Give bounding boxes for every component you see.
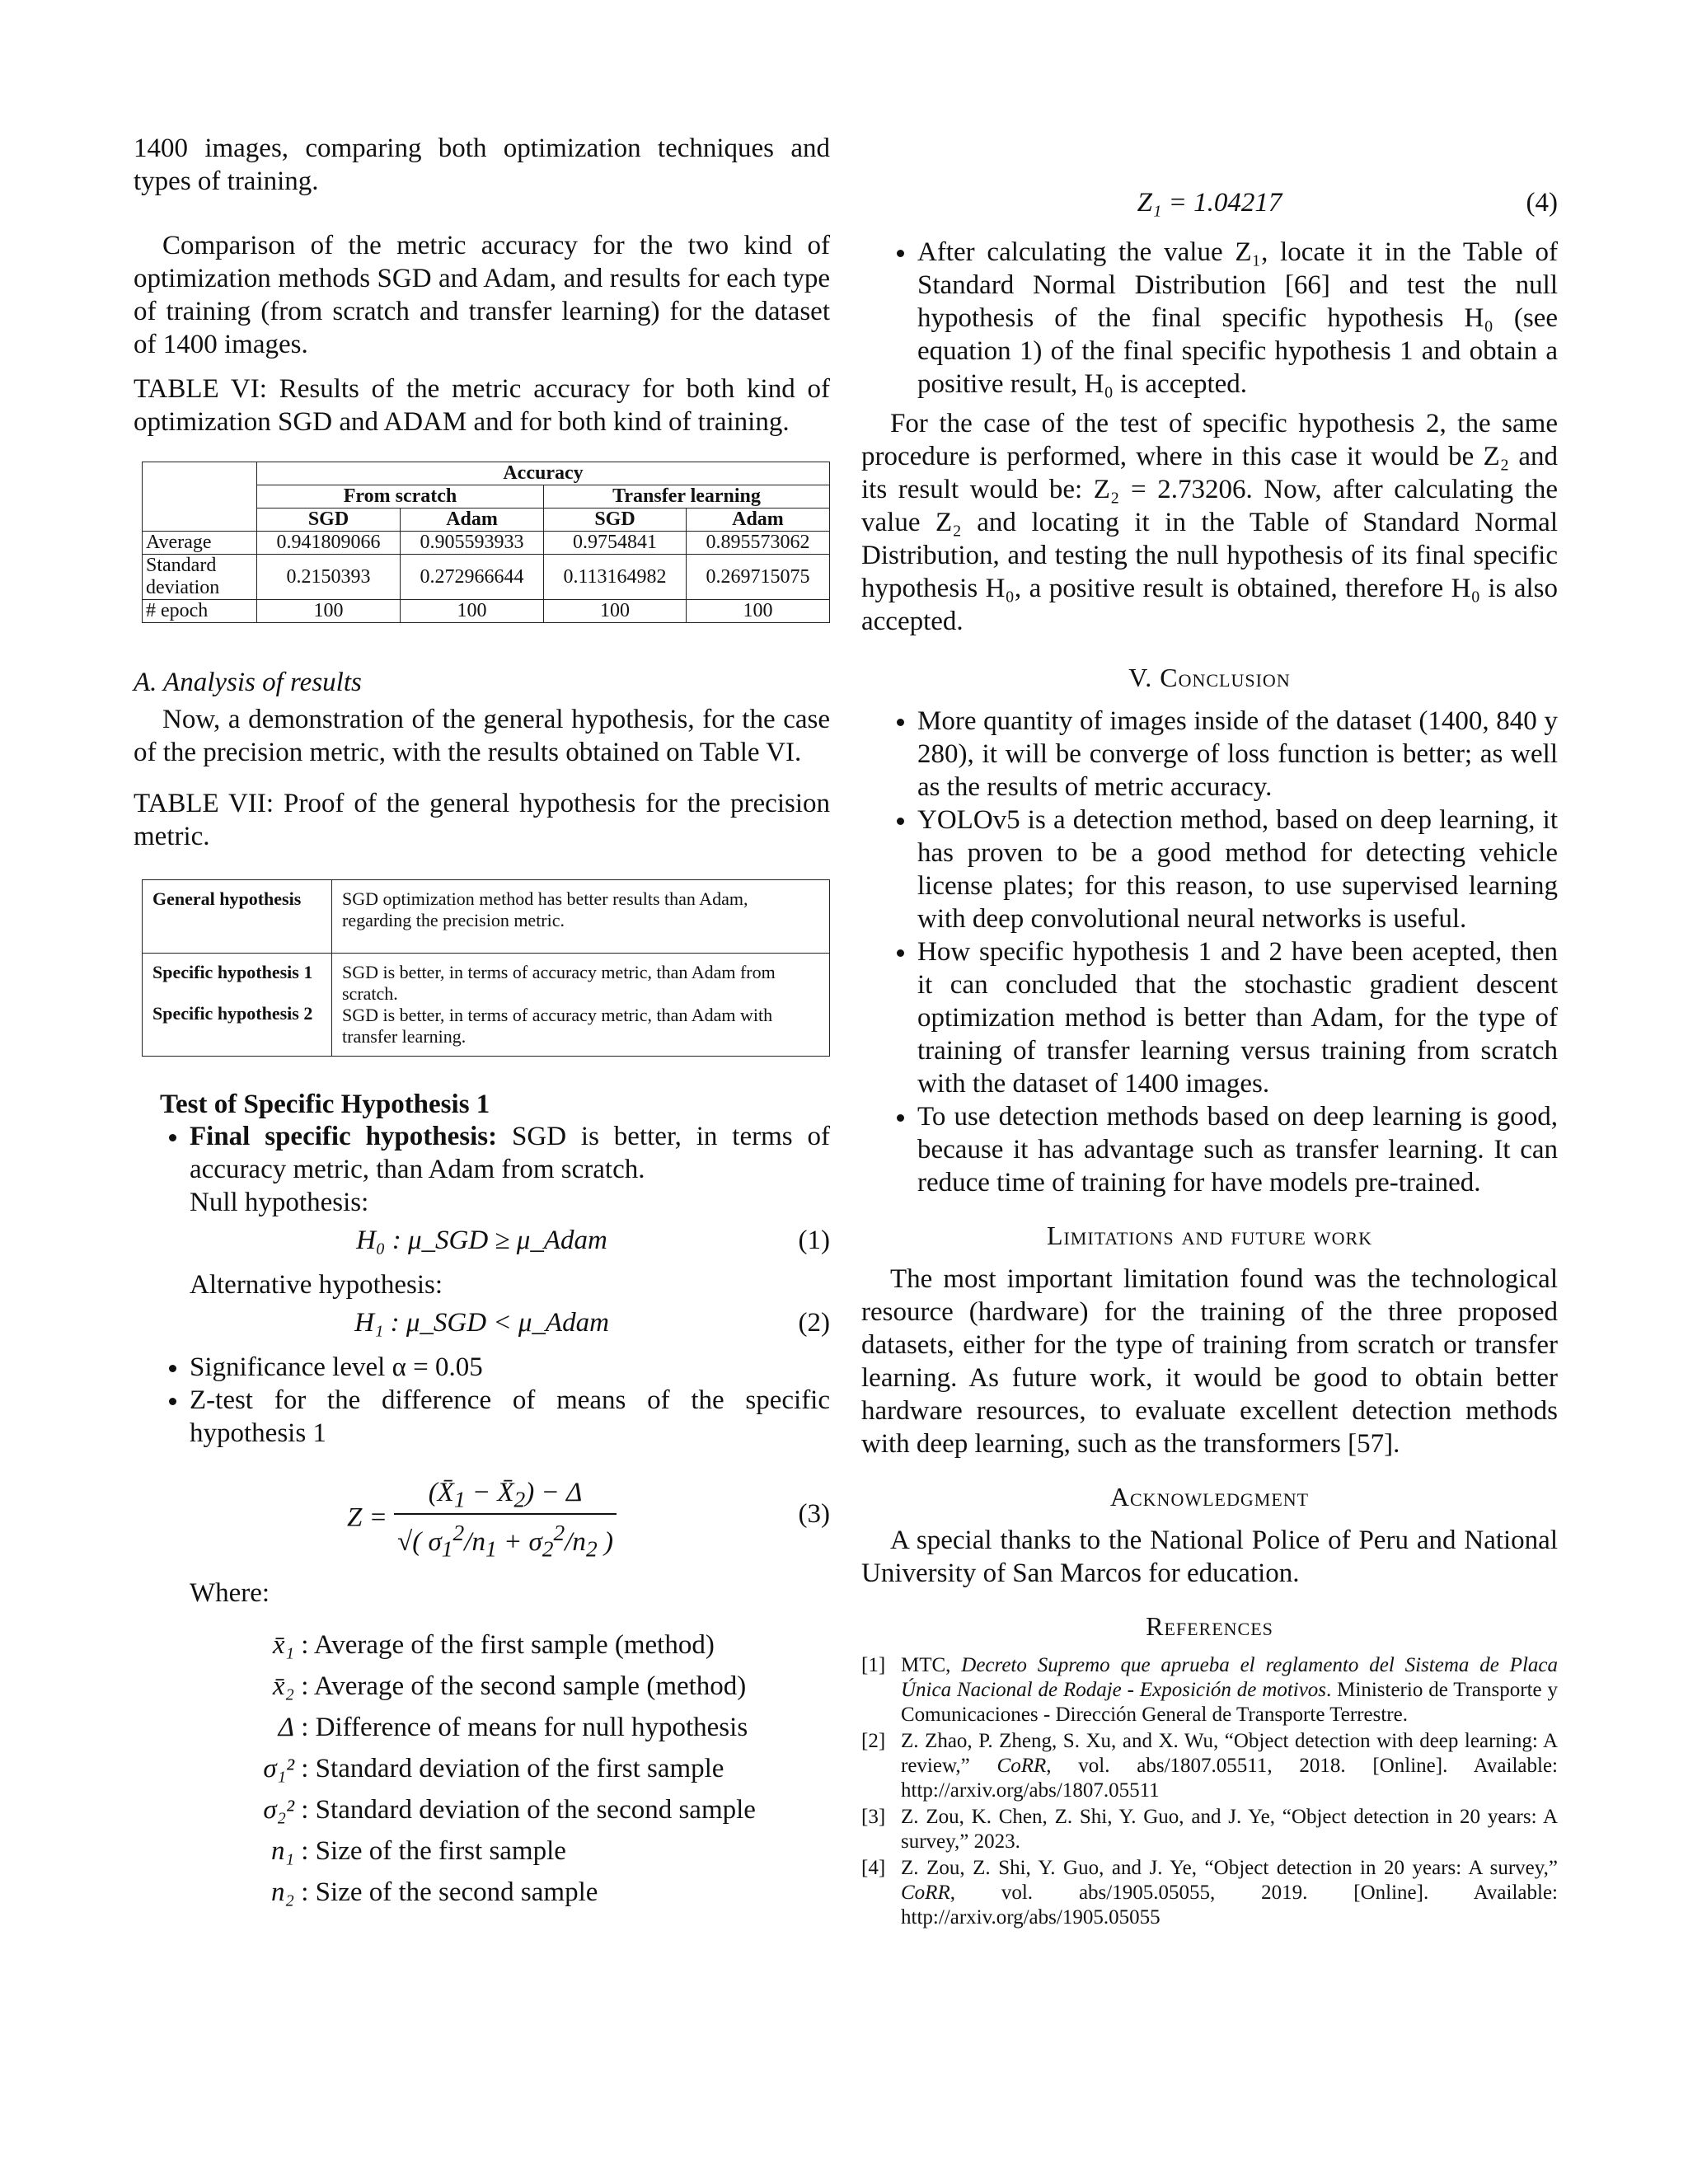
- where-desc: : Size of the first sample: [301, 1836, 566, 1866]
- reference-text: [901, 1653, 1558, 1727]
- ack-text: A special thanks to the National Police of Peru and National University of San Marcos for education.: [861, 1526, 1558, 1588]
- table6-training-header: From scratch: [257, 485, 544, 509]
- where-label: Where:: [190, 1578, 270, 1608]
- table6-optimizer-header: Adam: [686, 509, 829, 532]
- specific2-label: Specific hypothesis 2: [152, 1003, 313, 1024]
- general-hypothesis-label: General hypothesis: [143, 880, 332, 954]
- analysis-title: A. Analysis of results: [134, 668, 362, 697]
- specific2-text: SGD is better, in terms of accuracy metric, than Adam with transfer learning.: [342, 1005, 773, 1047]
- table6-cell: 100: [544, 600, 687, 623]
- general-hypothesis-text: SGD optimization method has better results than Adam, regarding the precision metric.: [332, 880, 830, 954]
- where-row: [249, 1748, 830, 1789]
- reference-part: Z. Zou, K. Chen, Z. Shi, Y. Guo, and J. Ye, “Object detection in 20 years: A survey,” 2023.: [901, 1806, 1558, 1853]
- specific1-label: Specific hypothesis 1: [152, 962, 313, 982]
- limitations-title: [861, 1221, 1558, 1251]
- final-text: SGD is better, in terms of accuracy metric, than Adam from scratch.: [190, 1122, 830, 1184]
- equation-4-body: Z₁ = 1.04217: [1137, 188, 1282, 218]
- references-title: [861, 1611, 1558, 1642]
- table6-corner: [143, 462, 257, 532]
- where-desc: : Average of the second sample (method): [301, 1671, 747, 1701]
- reference-part: MTC,: [901, 1654, 962, 1676]
- limitations-text: The most important limitation found was the technological resource (hardware) for the training of the three proposed datasets, either for the type of training from scratch or transfer learning. As future work, it would be good to obtain better hardware resources, to evaluate excellent detection methods with deep learning, such as the transformers [57].: [861, 1264, 1558, 1459]
- references-list: [861, 1653, 1558, 1930]
- equation-3-body: Z = $\frac{(X̄_1 - X̄_2) - \Delta}{√( \sigma_1^2/n_1 + \sigma_2^2/n_2 )}$: [134, 1478, 830, 1562]
- specific1-text: SGD is better, in terms of accuracy metric, than Adam from scratch.: [342, 962, 776, 1004]
- list-item: • More quantity of images inside of the dataset (1400, 840 y 280), it will be converge of loss function is better; as well as the results of metric accuracy.: [917, 705, 1558, 804]
- equation-3: [134, 1469, 830, 1577]
- reference-italic: CoRR: [996, 1755, 1047, 1777]
- where-symbol: σ₂²: [263, 1795, 294, 1825]
- table6-cell: 0.895573062: [686, 532, 829, 555]
- table6-cell: 0.272966644: [401, 555, 544, 600]
- table6-cell: 100: [257, 600, 401, 623]
- reference-item: [861, 1805, 1558, 1854]
- table6-optimizer-header: SGD: [544, 509, 687, 532]
- table-vii: [142, 879, 830, 1057]
- conclusion-title-text: V. Conclusion: [1128, 663, 1291, 692]
- reference-part: Z. Zhao, P. Zheng, S. Xu, and X. Wu, “Object detection with deep learning: A review,”: [901, 1730, 1558, 1777]
- reference-text: [901, 1856, 1558, 1930]
- table-row: [143, 600, 830, 623]
- z1-list: [861, 236, 1558, 401]
- limitations-title-text: Limitations and future work: [1046, 1221, 1373, 1250]
- list-item: • After calculating the value Z₁, locate it in the Table of Standard Normal Distribution [66] and test the null hypothesis of the final specific hypothesis H₀ (see equation 1) of the final specific hypothesis 1 and obtain a positive result, H₀ is accepted.: [917, 236, 1558, 401]
- where-list: [249, 1624, 830, 1913]
- list-item: [190, 1120, 830, 1186]
- where-symbol: n₂: [271, 1877, 294, 1907]
- table6-training-header: Transfer learning: [544, 485, 830, 509]
- where-symbol: x̄₂: [272, 1671, 294, 1701]
- table6-cell: 0.113164982: [544, 555, 687, 600]
- reference-text: [901, 1729, 1558, 1803]
- equation-2-number: (2): [798, 1308, 830, 1338]
- equation-1-number: (1): [798, 1226, 830, 1255]
- table6-cell: 100: [686, 600, 829, 623]
- test-list-2: [134, 1351, 830, 1450]
- test-title: Test of Specific Hypothesis 1: [160, 1090, 490, 1119]
- reference-text: [901, 1805, 1558, 1854]
- equation-4-number: (4): [1526, 188, 1558, 218]
- where-symbol: x̄₁: [272, 1630, 294, 1660]
- table6-optimizer-header: SGD: [257, 509, 401, 532]
- reference-number: [1]: [861, 1654, 886, 1676]
- where-desc: : Size of the second sample: [301, 1877, 598, 1907]
- right-column: [861, 181, 1558, 1932]
- equation-2: [134, 1301, 830, 1351]
- reference-part: , vol. abs/1905.05055, 2019. [Online]. Available: http://arxiv.org/abs/1905.05055: [901, 1882, 1558, 1929]
- ack-title-text: Acknowledgment: [1109, 1482, 1310, 1511]
- where-row: [249, 1666, 830, 1707]
- where-row: [249, 1789, 830, 1830]
- left-column: [134, 132, 830, 1913]
- table-row: [143, 532, 830, 555]
- references-title-text: References: [1146, 1611, 1273, 1641]
- table6-optimizer-header: Adam: [401, 509, 544, 532]
- null-label: Null hypothesis:: [190, 1188, 369, 1217]
- equation-1: [134, 1219, 830, 1268]
- reference-part: , vol. abs/1807.05511, 2018. [Online]. Available: http://arxiv.org/abs/1807.05511: [901, 1755, 1559, 1802]
- equation-3-number: (3): [798, 1499, 830, 1529]
- where-desc: : Difference of means for null hypothesis: [301, 1713, 748, 1742]
- table6-group-header: Accuracy: [257, 462, 830, 485]
- list-item: • How specific hypothesis 1 and 2 have been acepted, then it can concluded that the stochastic gradient descent optimization method is better than Adam, for the type of training of transfer learning versus training from scratch with the dataset of 1400 images.: [917, 935, 1558, 1100]
- reference-italic: CoRR: [901, 1882, 950, 1904]
- reference-item: [861, 1729, 1558, 1803]
- list-item: • Z-test for the difference of means of the specific hypothesis 1: [190, 1384, 830, 1450]
- where-desc: : Standard deviation of the second sample: [301, 1795, 756, 1825]
- reference-italic: Decreto Supremo que aprueba el reglamento del Sistema de Placa Única Nacional de Rodaje - Exposición de motivos: [901, 1654, 1558, 1701]
- comparison-paragraph: Comparison of the metric accuracy for the two kind of optimization methods SGD and Adam, and results for each type of training (from scratch and transfer learning) for the dataset of 1400 images.: [134, 231, 830, 359]
- list-item: • To use detection methods based on deep learning is good, because it has advantage such as transfer learning. It can reduce time of training for have models pre-trained.: [917, 1100, 1558, 1199]
- where-desc: : Average of the first sample (method): [301, 1630, 715, 1660]
- table6-caption: TABLE VI: Results of the metric accuracy for both kind of optimization SGD and ADAM and for both kind of training.: [134, 374, 830, 437]
- reference-number: [4]: [861, 1857, 886, 1879]
- table6-row-label: Average: [143, 532, 257, 555]
- table7-caption: TABLE VII: Proof of the general hypothesis for the precision metric.: [134, 789, 830, 851]
- specific-hypotheses-labels: [143, 954, 332, 1057]
- final-label: Final specific hypothesis:: [190, 1122, 498, 1151]
- table6-row-label: Standard deviation: [143, 555, 257, 600]
- where-symbol: n₁: [271, 1836, 294, 1866]
- intro-continuation: 1400 images, comparing both optimization techniques and types of training.: [134, 134, 830, 196]
- where-symbol: Δ: [278, 1713, 294, 1742]
- table6-cell: 100: [401, 600, 544, 623]
- equation-1-body: H₀ : μ_SGD ≥ μ_Adam: [356, 1226, 607, 1255]
- list-item: • Significance level α = 0.05: [190, 1351, 830, 1384]
- equation-2-body: H₁ : μ_SGD < μ_Adam: [354, 1308, 609, 1338]
- analysis-text: Now, a demonstration of the general hypothesis, for the case of the precision metric, with the results obtained on Table VI.: [134, 705, 830, 767]
- reference-number: [2]: [861, 1730, 886, 1752]
- test-list: [134, 1120, 830, 1186]
- reference-part: . Ministerio de Transporte y Comunicaciones - Dirección General de Transporte Terrestre.: [901, 1679, 1558, 1726]
- where-row: [249, 1707, 830, 1748]
- table6-row-label: # epoch: [143, 600, 257, 623]
- where-row: [249, 1830, 830, 1872]
- specific-hypotheses-texts: [332, 954, 830, 1057]
- alt-label: Alternative hypothesis:: [190, 1270, 443, 1300]
- table6-cell: 0.9754841: [544, 532, 687, 555]
- hypothesis2-paragraph: For the case of the test of specific hypothesis 2, the same procedure is performed, where in this case it would be Z₂ and its result would be: Z₂ = 2.73206. Now, after calculating the value Z₂ and locating it in the Table of Standard Normal Distribution, and testing the null hypothesis of its final specific hypothesis H₀, a positive result is obtained, therefore H₀ is also accepted.: [861, 409, 1558, 636]
- ack-title: [861, 1482, 1558, 1512]
- where-row: [249, 1872, 830, 1913]
- reference-item: [861, 1653, 1558, 1727]
- where-symbol: σ₁²: [263, 1754, 294, 1783]
- reference-item: [861, 1856, 1558, 1930]
- table6-cell: 0.2150393: [257, 555, 401, 600]
- table-vi: [142, 462, 830, 623]
- table6-cell: 0.905593933: [401, 532, 544, 555]
- where-desc: : Standard deviation of the first sample: [301, 1754, 724, 1783]
- equation-4: [861, 181, 1558, 231]
- table6-cell: 0.941809066: [257, 532, 401, 555]
- where-row: [249, 1624, 830, 1666]
- table-row: [143, 555, 830, 600]
- conclusion-title: [861, 663, 1558, 693]
- table6-cell: 0.269715075: [686, 555, 829, 600]
- list-item: • YOLOv5 is a detection method, based on deep learning, it has proven to be a good method for detecting vehicle license plates; for this reason, to use supervised learning with deep convolutional neural networks is useful.: [917, 804, 1558, 935]
- conclusion-list: [861, 705, 1558, 1199]
- reference-number: [3]: [861, 1806, 886, 1828]
- reference-part: Z. Zou, Z. Shi, Y. Guo, and J. Ye, “Object detection in 20 years: A survey,”: [901, 1857, 1558, 1879]
